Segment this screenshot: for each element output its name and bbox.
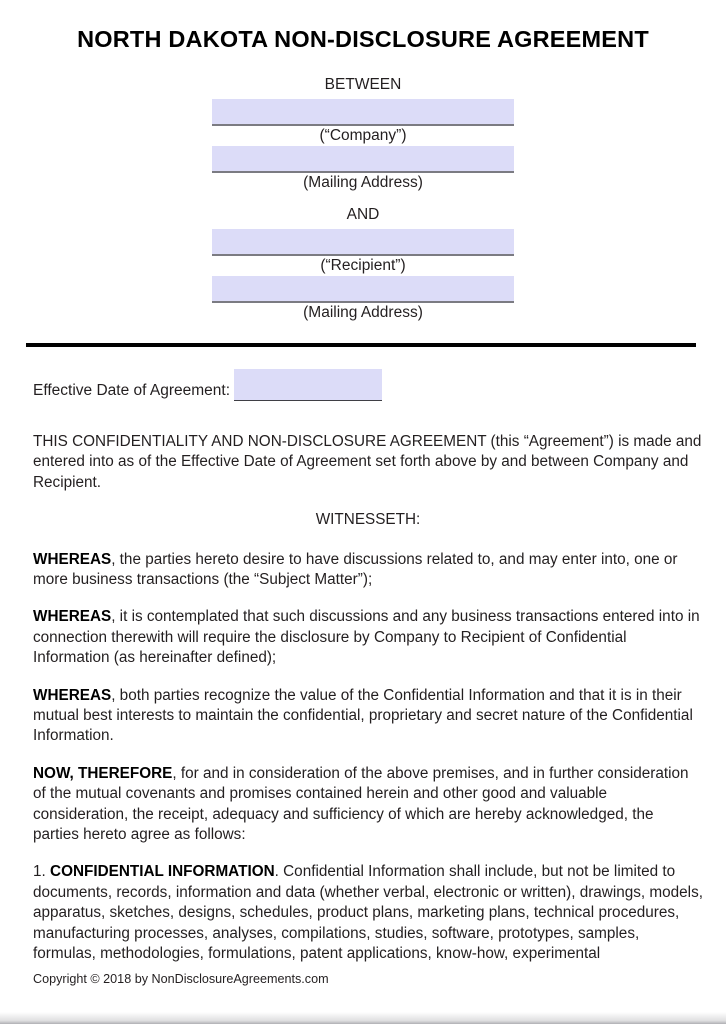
and-label: AND: [346, 206, 380, 224]
section-1-number: 1.: [33, 863, 51, 881]
whereas-paragraph-3: [33, 686, 703, 747]
company-caption: (“Company”): [319, 126, 407, 144]
witnesseth-heading: WITNESSETH:: [315, 511, 421, 529]
whereas-3-lead: WHEREAS: [33, 686, 112, 704]
whereas-paragraph-1: [33, 550, 703, 591]
now-therefore-text: , for and in consideration of the above premises, and in further consideration of the mutual covenants and promises contained herein and other good and valuable consideration, the receipt, adequacy and sufficiency of which are hereby acknowledged, the parties hereto agree as follows:: [33, 764, 689, 844]
company-name-input[interactable]: [212, 99, 514, 126]
section-1-confidential-information: [33, 862, 703, 964]
effective-date-row: [0, 369, 726, 401]
recipient-caption: (“Recipient”): [320, 257, 406, 275]
between-label: BETWEEN: [324, 76, 402, 93]
recipient-address-caption: (Mailing Address): [303, 304, 423, 322]
section-1-heading: CONFIDENTIAL INFORMATION: [50, 863, 275, 881]
recipient-address-input[interactable]: [212, 276, 514, 303]
whereas-1-lead: WHEREAS: [33, 550, 112, 568]
agreement-body: [0, 432, 726, 965]
page-title: NORTH DAKOTA NON-DISCLOSURE AGREEMENT: [77, 26, 649, 52]
whereas-1-text: , the parties hereto desire to have discussions related to, and may enter into, one or more business transactions (the “Subject Matter”);: [33, 550, 678, 588]
now-therefore-paragraph: [33, 764, 703, 846]
footer-copyright: Copyright © 2018 by NonDisclosureAgreements.com: [33, 972, 329, 986]
effective-date-label: Effective Date of Agreement:: [33, 381, 231, 399]
effective-date-input[interactable]: [234, 369, 382, 401]
intro-paragraph: THIS CONFIDENTIALITY AND NON-DISCLOSURE AGREEMENT (this “Agreement”) is made and entered into as of the Effective Date of Agreement set forth above by and between Company and Recipient.: [33, 432, 702, 491]
section-divider: [26, 343, 696, 347]
now-therefore-lead: NOW, THEREFORE: [33, 764, 173, 782]
company-address-caption: (Mailing Address): [303, 173, 423, 191]
page-bottom-shadow: [0, 1012, 726, 1024]
whereas-2-text: , it is contemplated that such discussions and any business transactions entered into in connection therewith will require the disclosure by Company to Recipient of Confidential Information (as hereinafter defined);: [33, 608, 700, 667]
recipient-name-input[interactable]: [212, 229, 514, 256]
company-address-input[interactable]: [212, 146, 514, 173]
whereas-paragraph-2: [33, 607, 703, 668]
parties-block: [0, 75, 726, 323]
whereas-2-lead: WHEREAS: [33, 608, 112, 626]
section-1-text: . Confidential Information shall include, but not be limited to documents, records, information and data (whether verbal, electronic or written), drawings, models, apparatus, sketches, designs, schedules, product plans, marketing plans, technical procedures, manufacturing processes, analyses, compilations, studies, software, prototypes, samples, formulas, methodologies, formulations, patent applications, know-how, experimental: [33, 863, 703, 963]
whereas-3-text: , both parties recognize the value of the Confidential Information and that it is in their mutual best interests to maintain the confidential, proprietary and secret nature of the Confidential Information.: [33, 686, 693, 745]
